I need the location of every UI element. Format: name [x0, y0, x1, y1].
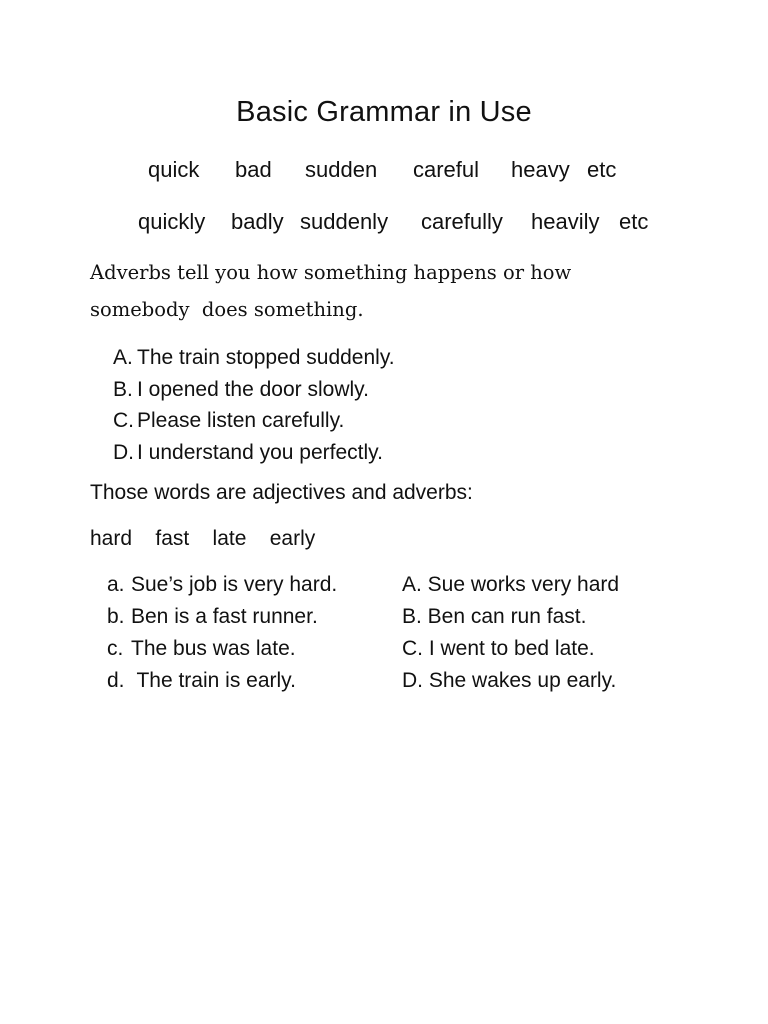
example-list: [113, 342, 395, 468]
adjective-word: etc: [587, 157, 617, 182]
section-heading: Those words are adjectives and adverbs:: [90, 481, 473, 504]
adverb-sentence: A. Sue works very hard: [402, 573, 620, 596]
sentence-text: Sue’s job is very hard.: [131, 573, 338, 596]
adjective-word: bad: [235, 157, 272, 182]
list-item: [113, 342, 395, 374]
intro-line: Adverbs tell you how something happens or how: [90, 261, 572, 284]
sentence-text: The bus was late.: [131, 637, 296, 660]
sentence-pairs: [0, 569, 768, 697]
adjective-sentence: [107, 569, 337, 601]
adjective-word: sudden: [305, 157, 378, 182]
adverb-word: heavily: [531, 209, 600, 234]
adverb-word: quickly: [138, 209, 206, 234]
sentence-text: Ben is a fast runner.: [131, 605, 318, 628]
list-item-text: The train stopped suddenly.: [137, 346, 395, 369]
adverb-word: suddenly: [300, 209, 389, 234]
adjective-word: heavy: [511, 157, 570, 182]
adverb-sentence: D. She wakes up early.: [402, 669, 617, 692]
page-title: Basic Grammar in Use: [236, 96, 532, 128]
adverb-word: badly: [231, 209, 284, 234]
list-marker: b.: [107, 605, 125, 628]
adjective-sentence: [107, 601, 318, 633]
list-item: [113, 405, 395, 437]
list-marker: A.: [113, 346, 133, 369]
list-item-text: I understand you perfectly.: [137, 440, 383, 464]
sentence-text: The train is early.: [131, 669, 296, 692]
adverb-word: carefully: [421, 209, 503, 234]
adjective-word: quick: [148, 157, 200, 182]
intro-line: somebody does something.: [90, 298, 364, 321]
pair-row: [0, 665, 768, 697]
word-list: hard fast late early: [90, 527, 316, 550]
adverb-sentence: C. I went to bed late.: [402, 637, 595, 660]
pair-row: [0, 601, 768, 633]
adverb-sentence: B. Ben can run fast.: [402, 605, 587, 628]
pair-row: [0, 633, 768, 665]
list-marker: D.: [113, 440, 134, 464]
adjective-sentence: [107, 665, 296, 697]
list-marker: d.: [107, 669, 125, 692]
adverb-word: etc: [619, 209, 649, 234]
list-item-text: I opened the door slowly.: [137, 377, 369, 401]
list-item: [113, 437, 395, 469]
adjective-sentence: [107, 633, 296, 665]
list-marker: B.: [113, 377, 133, 401]
intro-paragraph: [90, 254, 650, 328]
pair-row: [0, 569, 768, 601]
list-marker: a.: [107, 573, 125, 596]
adjective-word: careful: [413, 157, 480, 182]
list-item: [113, 374, 395, 406]
list-item-text: Please listen carefully.: [137, 409, 345, 432]
list-marker: C.: [113, 409, 134, 432]
list-marker: c.: [107, 637, 124, 660]
